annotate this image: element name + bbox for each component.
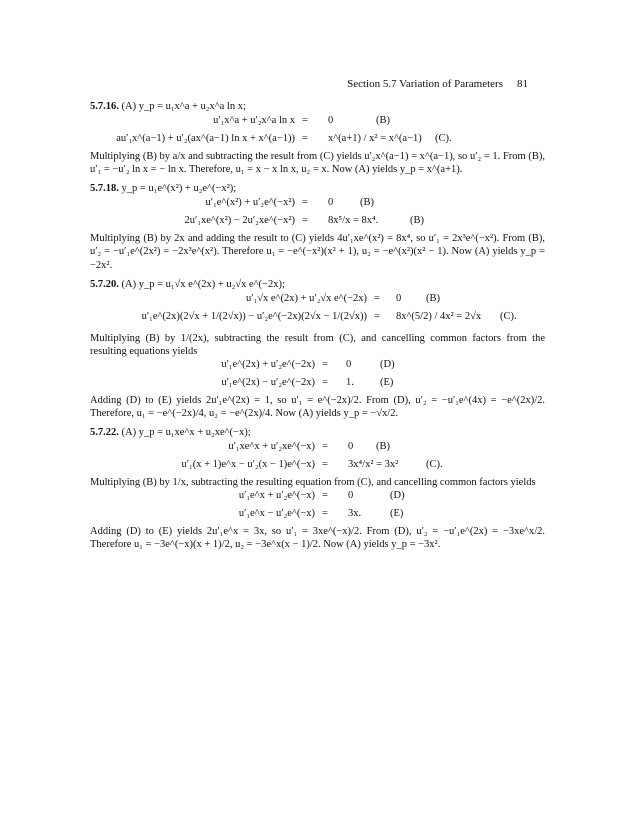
- problem-22-heading: [90, 426, 545, 440]
- eq-tag: (B): [426, 292, 440, 304]
- solution-text: Multiplying (B) by 1/(2x), subtracting the result from (C), and cancelling common factors from the resulting equations yields: [90, 332, 545, 357]
- solution-text: Multiplying (B) by 1/x, subtracting the resulting equation from (C), and cancelling common factors yields: [90, 477, 536, 489]
- problem-label: 5.7.20.: [90, 278, 119, 290]
- eq-rhs: 3x⁴/x² = 3x²: [348, 459, 399, 471]
- equation-d: [90, 358, 545, 376]
- eq-lhs: u′₁e^(2x) − u′₂e^(−2x): [221, 376, 315, 388]
- equation-e: [90, 376, 545, 394]
- solution-text: Adding (D) to (E) yields 2u′₁e^x = 3x, so u′₁ = 3xe^(−x)/2. From (D), u′₂ = −u′₁e^(2x) = −3xe^x/2. Therefore u₁ = −3e^(−x)(x + 1)/2, u₂ = −3e^x(x − 1)/2. Now (A) yields y_p = −3x².: [90, 526, 545, 551]
- eq-lhs: u′₁e^x − u′₂e^(−x): [238, 508, 315, 520]
- eq-op: =: [302, 197, 308, 209]
- eq-op: =: [302, 133, 308, 144]
- equation-c: [90, 214, 545, 232]
- solutions-body: [90, 100, 545, 552]
- eq-rhs: 3x.: [348, 508, 362, 520]
- eq-tag: (C).: [435, 133, 452, 144]
- eq-rhs: 8x^(5/2) / 4x² = 2√x: [396, 310, 482, 322]
- eq-rhs: 8x⁵/x = 8x⁴.: [328, 215, 379, 227]
- problem-intro: y_p = u₁e^(x²) + u₂e^(−x²);: [121, 183, 237, 195]
- eq-lhs: u′₁√x e^(2x) + u′₂√x e^(−2x): [246, 292, 367, 304]
- eq-op: =: [302, 115, 308, 126]
- eq-lhs: 2u′₁xe^(x²) − 2u′₂xe^(−x²): [184, 215, 295, 227]
- eq-lhs: u′₁(x + 1)e^x − u′₂(x − 1)e^(−x): [181, 459, 315, 471]
- eq-tag: (D): [390, 490, 405, 502]
- equation-c: [90, 458, 545, 476]
- eq-op: =: [322, 508, 328, 520]
- eq-tag: (E): [390, 508, 404, 520]
- page-number: 81: [517, 78, 528, 90]
- eq-op: =: [322, 376, 328, 388]
- problem-18-heading: [90, 182, 545, 196]
- eq-rhs: x^(a+1) / x² = x^(a−1): [328, 133, 422, 144]
- eq-lhs: u′₁xe^x + u′₂xe^(−x): [228, 441, 315, 453]
- equation-c: [90, 310, 545, 332]
- eq-op: =: [322, 441, 328, 453]
- solution-text: Multiplying (B) by a/x and subtracting the result from (C) yields u′₂x^(a−1) = x^(a−1), so u′₂ = 1. From (B), u′₁ = −u′₂ ln x = − ln x. Therefore, u₁ = x − x ln x, u₂ = x. Now (A) yields y_p = x^(a+1).: [90, 151, 545, 176]
- problem-label: 5.7.22.: [90, 427, 119, 439]
- equation-b: [90, 114, 545, 132]
- eq-op: =: [374, 310, 380, 322]
- eq-tag: (B): [376, 441, 390, 453]
- eq-tag: (C).: [500, 310, 517, 322]
- eq-op: =: [374, 292, 380, 304]
- equation-b: [90, 292, 545, 310]
- eq-tag: (D): [380, 358, 395, 370]
- problem-intro: (A) y_p = u₁xe^x + u₂xe^(−x);: [121, 427, 251, 439]
- eq-rhs: 1.: [346, 376, 354, 388]
- equation-e: [90, 507, 545, 525]
- equation-d: [90, 489, 545, 507]
- problem-20-heading: [90, 278, 545, 292]
- problem-intro: (A) y_p = u₁√x e^(2x) + u₂√x e^(−2x);: [121, 278, 285, 290]
- eq-lhs: u′₁x^a + u′₂x^a ln x: [213, 115, 295, 126]
- problem-16-heading: [90, 100, 545, 114]
- problem-intro: (A) y_p = u₁x^a + u₂x^a ln x;: [121, 101, 246, 112]
- eq-rhs: 0: [328, 197, 334, 209]
- eq-rhs: 0: [346, 358, 352, 370]
- eq-op: =: [322, 358, 328, 370]
- eq-rhs: 0: [348, 441, 354, 453]
- equation-b: [90, 196, 545, 214]
- eq-tag: (B): [410, 215, 424, 227]
- eq-tag: (E): [380, 376, 394, 388]
- eq-lhs: u′₁e^(2x) + u′₂e^(−2x): [221, 358, 315, 370]
- equation-c: [90, 132, 545, 150]
- solution-text: Multiplying (B) by 2x and adding the result to (C) yields 4u′₁xe^(x²) = 8x⁴, so u′₁ = 2x³e^(−x²). From (B), u′₂ = −u′₁e^(2x²) = −2x³e^(x²). Therefore u₁ = −e^(−x²)(x² + 1), u₂ = −e^(x²)(x² − 1). Now (A) yields y_p = −2x².: [90, 233, 545, 271]
- eq-lhs: au′₁x^(a−1) + u′₂(ax^(a−1) ln x + x^(a−1)): [116, 133, 295, 144]
- eq-rhs: 0: [348, 490, 354, 502]
- eq-lhs: u′₁e^(2x)(2√x + 1/(2√x)) − u′₂e^(−2x)(2√x − 1/(2√x)): [141, 310, 367, 322]
- eq-tag: (B): [360, 197, 374, 209]
- running-header: [347, 78, 528, 92]
- eq-lhs: u′₁e^(x²) + u′₂e^(−x²): [205, 197, 295, 209]
- eq-op: =: [322, 490, 328, 502]
- eq-op: =: [302, 215, 308, 227]
- solution-text: Adding (D) to (E) yields 2u′₁e^(2x) = 1, so u′₁ = e^(−2x)/2. From (D), u′₂ = −u′₁e^(4x) = −e^(2x)/2. Therefore, u₁ = −e^(−2x)/4, u₂ = −e^(2x)/4. Now (A) yields y_p = −√x/2.: [90, 394, 545, 419]
- eq-tag: (C).: [426, 459, 443, 471]
- eq-lhs: u′₁e^x + u′₂e^(−x): [238, 490, 315, 502]
- eq-tag: (B): [376, 115, 390, 126]
- problem-label: 5.7.16.: [90, 101, 119, 112]
- equation-b: [90, 440, 545, 458]
- eq-rhs: 0: [328, 115, 334, 126]
- problem-label: 5.7.18.: [90, 183, 119, 195]
- eq-op: =: [322, 459, 328, 471]
- eq-rhs: 0: [396, 292, 402, 304]
- section-title: Section 5.7 Variation of Parameters: [347, 78, 503, 90]
